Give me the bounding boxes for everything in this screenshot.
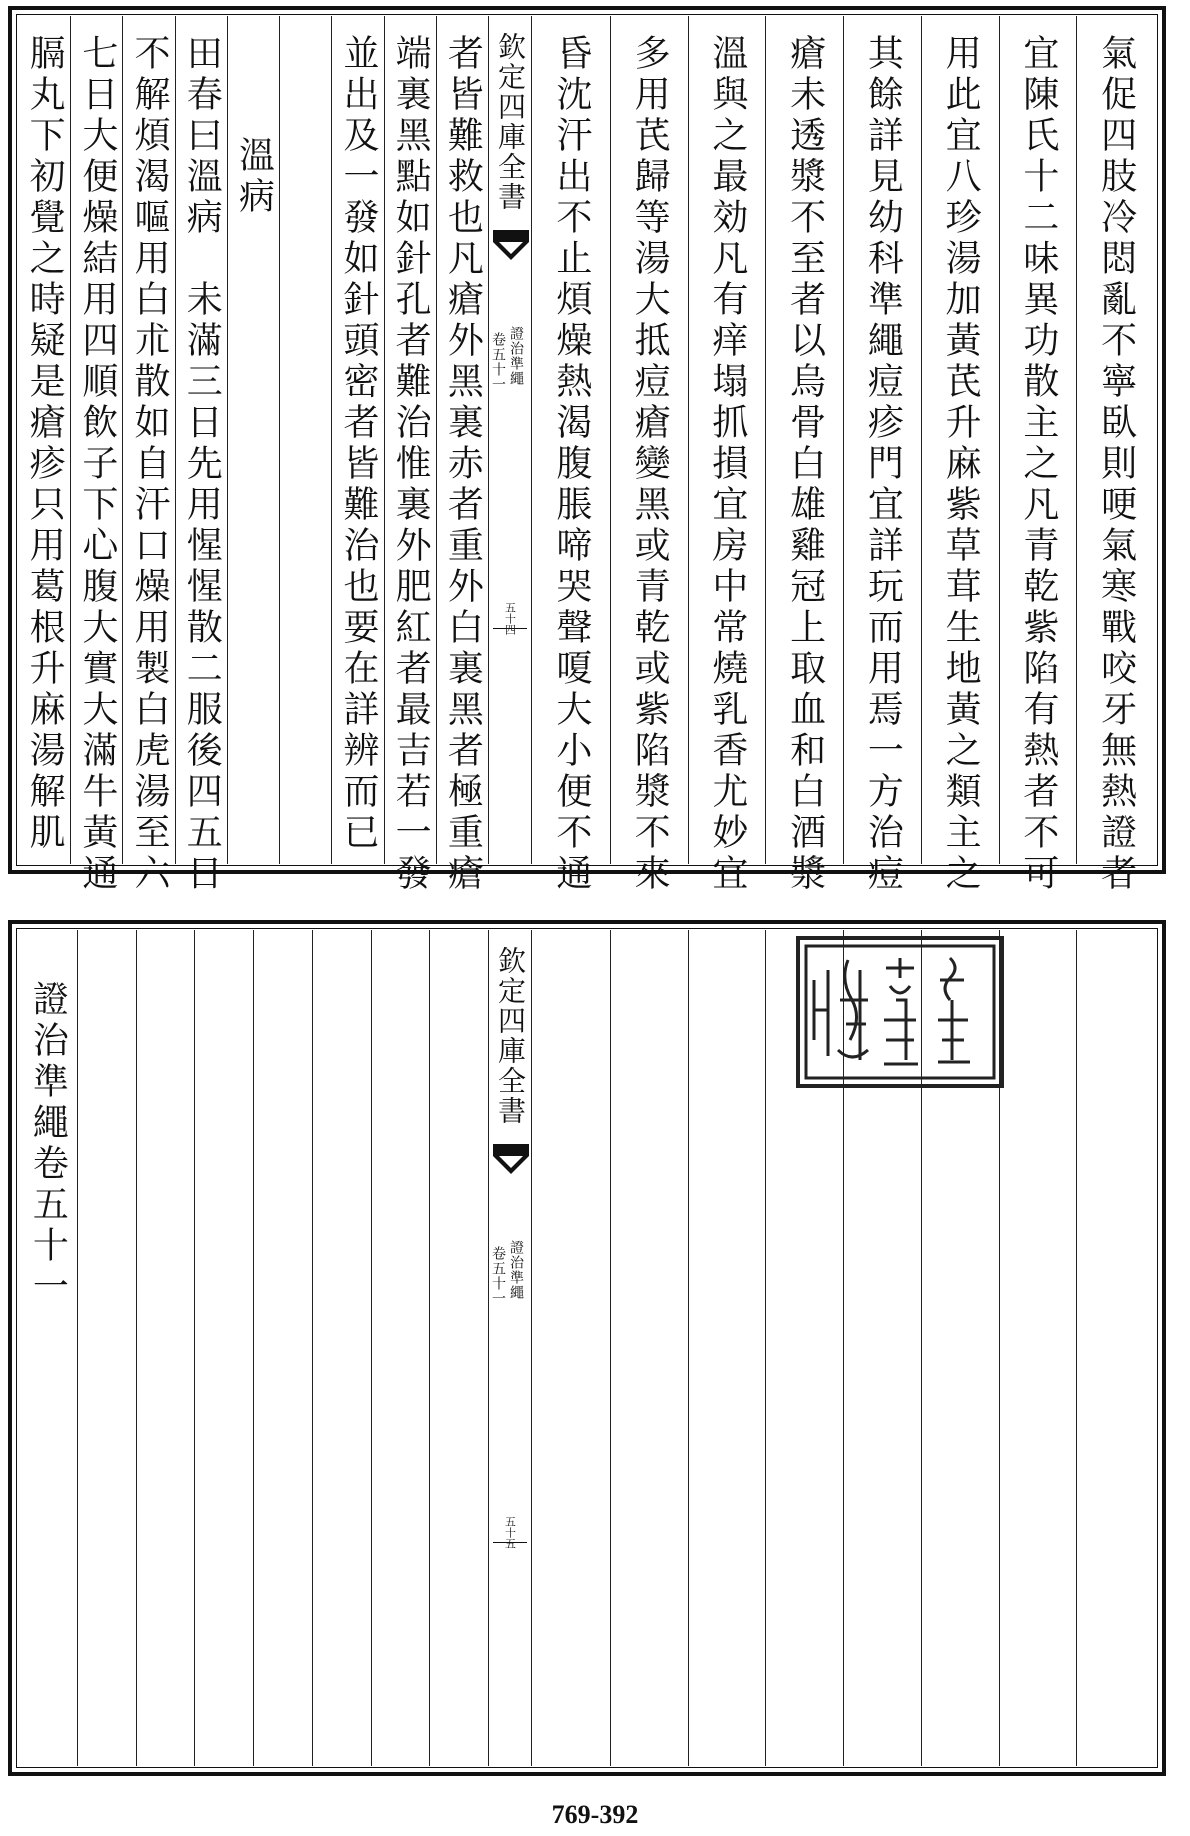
gutter-title: 欽定四庫全書 — [494, 946, 527, 1126]
fish-tail-icon — [493, 230, 529, 264]
column-text: 昏沈汗出不止煩燥熱渴腹脹啼哭聲嗄大小便不通 — [550, 34, 592, 895]
column-text: 七日大便燥結用四順飲子下心腹大實大滿牛黃通 — [76, 34, 118, 895]
text-column — [194, 930, 253, 1766]
text-column — [921, 16, 999, 895]
bottom-page — [8, 920, 1166, 1776]
text-column — [1076, 930, 1154, 1766]
text-column — [331, 16, 383, 864]
center-gutter — [488, 930, 532, 1766]
text-column — [1076, 16, 1154, 895]
gutter-rule — [493, 1542, 527, 1543]
text-column — [999, 16, 1077, 895]
text-column — [436, 16, 488, 895]
column-text: 膈丸下初覺之時疑是瘡疹只用葛根升麻湯解肌 — [24, 34, 66, 854]
text-column — [765, 16, 843, 895]
gutter-volume: 卷五十一 — [490, 1246, 506, 1306]
text-column — [688, 930, 766, 1766]
text-column — [999, 930, 1077, 1766]
text-column — [688, 16, 766, 895]
column-text: 其餘詳見幼科準繩痘疹門宜詳玩而用焉一方治痘 — [862, 34, 904, 895]
center-gutter — [488, 16, 532, 864]
gutter-page-number: 五十四 — [503, 602, 517, 635]
text-column — [122, 16, 174, 895]
column-text: 不解煩渴嘔用白朮散如自汗口燥用製白虎湯至六 — [129, 34, 171, 895]
column-text: 溫病 — [233, 136, 275, 218]
column-text: 多用芪歸等湯大抵痘瘡變黑或青乾或紫陷漿不來 — [629, 34, 671, 895]
text-column — [610, 16, 688, 895]
column-text: 氣促四肢冷悶亂不寧臥則哽氣寒戰咬牙無熱證者 — [1095, 34, 1137, 895]
end-title: 證治準繩卷五十一 — [27, 980, 69, 1308]
text-column — [77, 930, 136, 1766]
column-text: 溫與之最効凡有痒塌抓損宜房中常燒乳香尤妙宜 — [706, 34, 748, 895]
text-column — [312, 930, 371, 1766]
text-column — [70, 16, 122, 895]
text-column — [843, 16, 921, 895]
column-text: 用此宜八珍湯加黃芪升麻紫草茸生地黃之類主之 — [940, 34, 982, 895]
seal-icon — [800, 940, 1000, 1084]
text-column — [18, 16, 70, 864]
text-column — [18, 930, 77, 1766]
column-text: 者皆難救也凡瘡外黑裏赤者重外白裏黑者極重瘡 — [442, 34, 484, 895]
fish-tail-icon — [493, 1144, 529, 1178]
gutter-page-number: 五十五 — [503, 1516, 517, 1549]
text-column — [227, 16, 279, 864]
column-text: 瘡未透漿不至者以烏骨白雄雞冠上取血和白酒漿 — [784, 34, 826, 895]
gutter-title: 欽定四庫全書 — [494, 32, 527, 212]
gutter-book-name: 證治準繩 — [508, 326, 524, 386]
imperial-seal — [796, 936, 1004, 1088]
column-text: 端裏黑點如針孔者難治惟裏外肥紅者最吉若一發 — [390, 34, 432, 895]
text-column — [384, 16, 436, 895]
text-column — [371, 930, 430, 1766]
gutter-volume: 卷五十一 — [490, 332, 506, 392]
text-column — [253, 930, 312, 1766]
text-column — [532, 930, 610, 1766]
text-column — [610, 930, 688, 1766]
column-text: 並出及一發如針頭密者皆難治也要在詳辨而已 — [337, 34, 379, 854]
column-text: 田春曰溫病 未滿三日先用惺惺散二服後四五日 — [181, 34, 223, 895]
gutter-book-name: 證治準繩 — [508, 1240, 524, 1300]
text-column — [279, 16, 331, 864]
column-text: 宜陳氏十二味異功散主之凡青乾紫陷有熱者不可 — [1017, 34, 1059, 895]
gutter-rule — [493, 628, 527, 629]
catalog-number: 769-392 — [551, 1800, 639, 1829]
text-column — [532, 16, 610, 895]
text-column — [429, 930, 488, 1766]
text-column — [136, 930, 195, 1766]
top-page — [8, 6, 1166, 895]
text-column — [175, 16, 227, 895]
